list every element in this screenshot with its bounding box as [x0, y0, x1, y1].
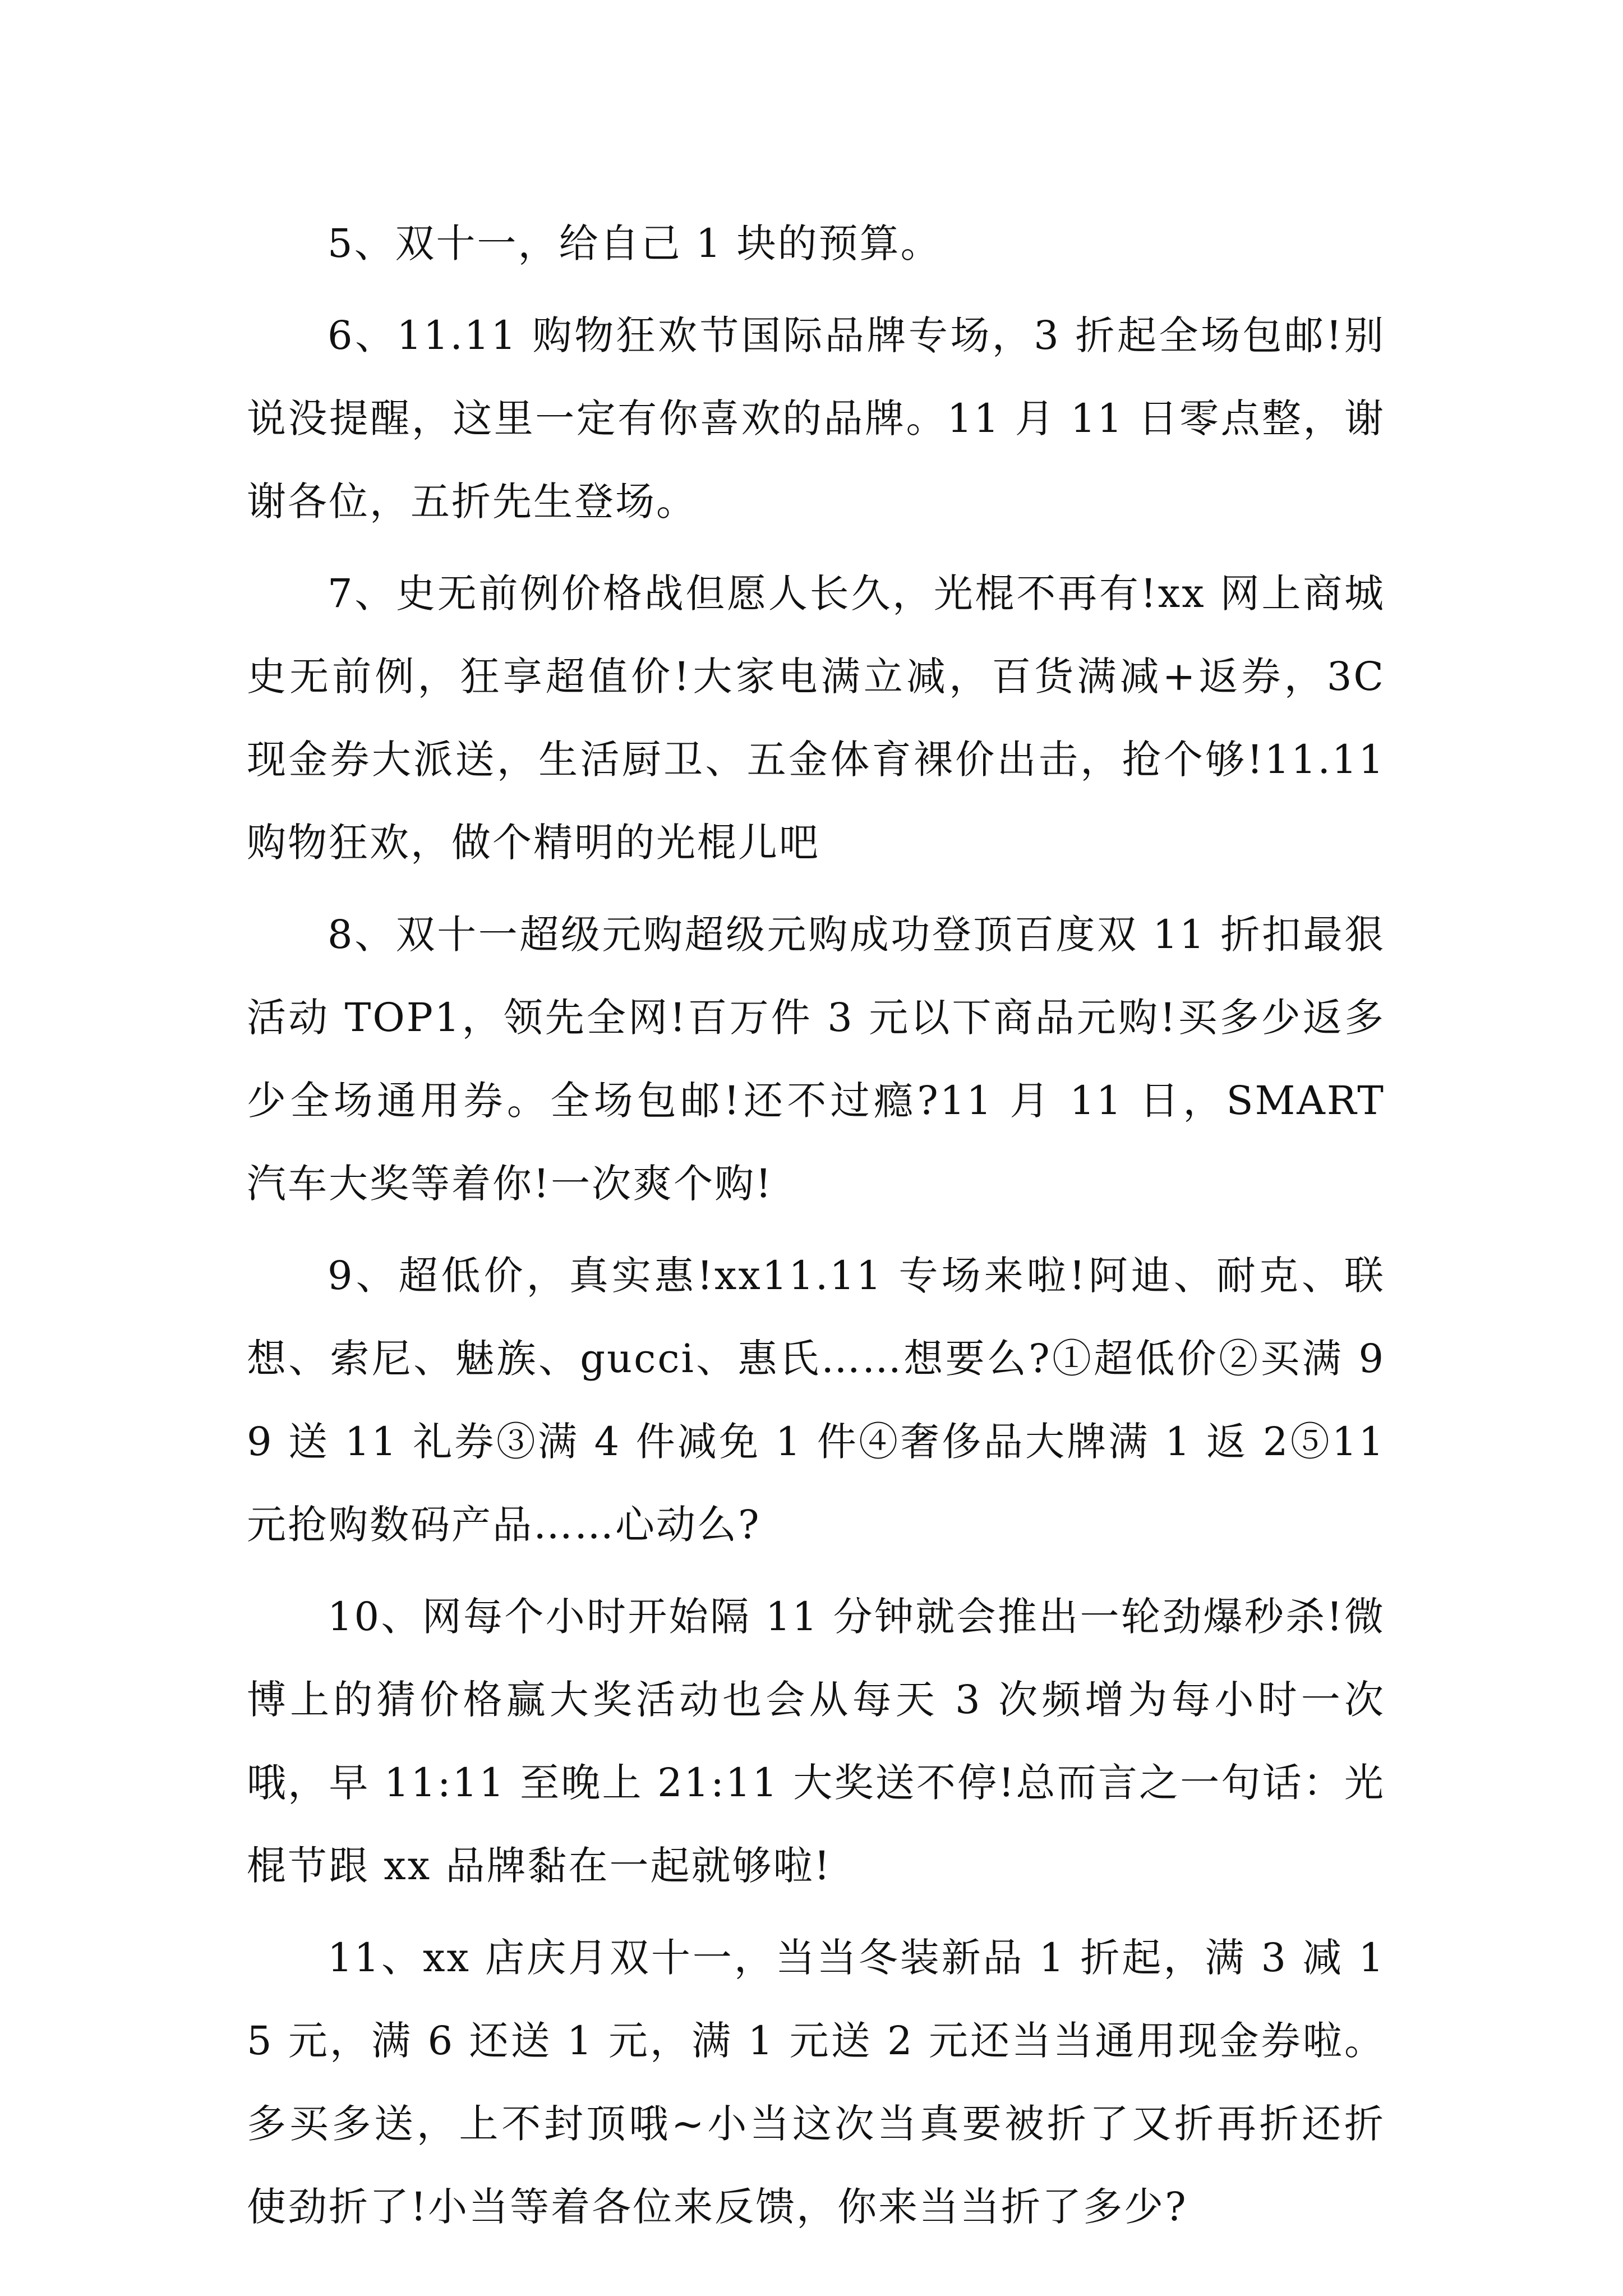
paragraph-9: 9、超低价，真实惠!xx11.11 专场来啦!阿迪、耐克、联想、索尼、魅族、gucci、惠氏……想要么?①超低价②买满 99 送 11 礼券③满 4 件减免 1 件④奢侈品大牌满 1 返 2⑤11 元抢购数码产品……心动么? [247, 1253, 1385, 1548]
paragraph-11: 11、xx 店庆月双十一，当当冬装新品 1 折起，满 3 减 15 元，满 6 还送 1 元，满 1 元送 2 元还当当通用现金券啦。多买多送，上不封顶哦~小当这次当真要被折了又折再折还折使劲折了!小当等着各位来反馈，你来当当折了多少? [247, 1935, 1385, 2230]
paragraph-10: 10、网每个小时开始隔 11 分钟就会推出一轮劲爆秒杀!微博上的猜价格赢大奖活动也会从每天 3 次频增为每小时一次哦，早 11:11 至晚上 21:11 大奖送不停!总而言之一句话：光棍节跟 xx 品牌黏在一起就够啦! [247, 1594, 1385, 1889]
paragraph-5: 5、双十一，给自己 1 块的预算。 [328, 220, 942, 266]
document-body [247, 202, 1385, 2257]
paragraph-7: 7、史无前例价格战但愿人长久，光棍不再有!xx 网上商城史无前例，狂享超值价!大家电满立减，百货满减+返券，3C 现金券大派送，生活厨卫、五金体育裸价出击，抢个够!11.11 购物狂欢，做个精明的光棍儿吧 [247, 570, 1385, 866]
paragraph-6: 6、11.11 购物狂欢节国际品牌专场，3 折起全场包邮!别说没提醒，这里一定有你喜欢的品牌。11 月 11 日零点整，谢谢各位，五折先生登场。 [247, 312, 1385, 524]
paragraph-8: 8、双十一超级元购超级元购成功登顶百度双 11 折扣最狠活动 TOP1，领先全网!百万件 3 元以下商品元购!买多少返多少全场通用券。全场包邮!还不过瘾?11 月 11 日，SMART 汽车大奖等着你!一次爽个购! [247, 912, 1385, 1207]
